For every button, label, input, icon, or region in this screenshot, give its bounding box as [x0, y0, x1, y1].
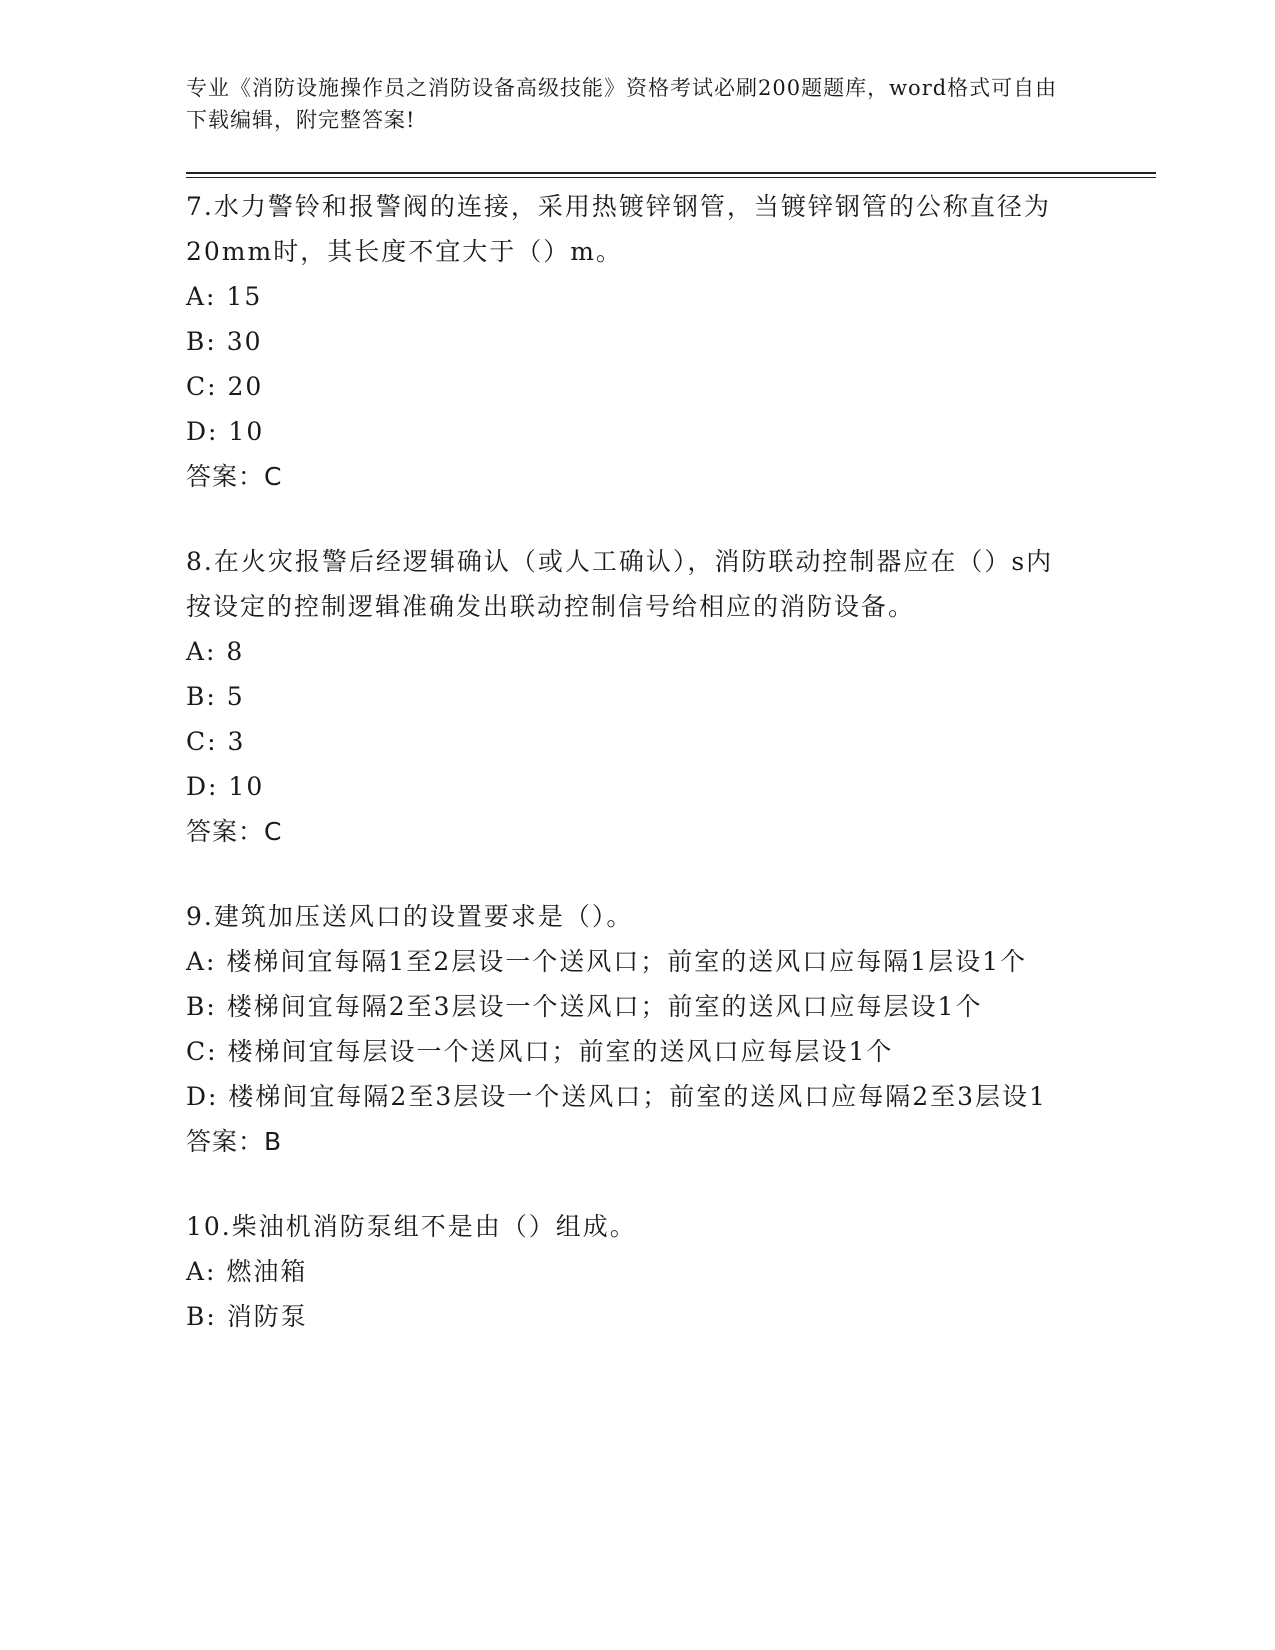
question-text: 7.水力警铃和报警阀的连接，采用热镀锌钢管，当镀锌钢管的公称直径为20mm时，其长度不宜大于（）m。	[186, 192, 1051, 266]
option-b: B: 楼梯间宜每隔2至3层设一个送风口；前室的送风口应每层设1个	[186, 992, 983, 1021]
question-7	[186, 184, 1076, 499]
header-divider	[186, 172, 1156, 178]
question-10	[186, 1204, 1076, 1339]
option-a: A: 燃油箱	[186, 1257, 308, 1286]
option-d: D: 10	[186, 417, 265, 446]
document-header: 专业《消防设施操作员之消防设备高级技能》资格考试必刷200题题库，word格式可自由下载编辑，附完整答案!	[186, 76, 1058, 132]
option-b: B: 5	[186, 682, 245, 711]
option-c: C: 3	[186, 727, 246, 756]
document-page	[186, 72, 1156, 1379]
option-c: C: 20	[186, 372, 264, 401]
option-b: B: 30	[186, 327, 263, 356]
answer: 答案：C	[186, 462, 283, 491]
question-9	[186, 894, 1076, 1164]
option-a: A: 15	[186, 282, 263, 311]
answer: 答案：C	[186, 817, 283, 846]
option-a: A: 楼梯间宜每隔1至2层设一个送风口；前室的送风口应每隔1层设1个	[186, 947, 1028, 976]
question-8	[186, 539, 1076, 854]
question-list	[186, 184, 1076, 1339]
option-a: A: 8	[186, 637, 245, 666]
option-d: D: 10	[186, 772, 265, 801]
option-c: C: 楼梯间宜每层设一个送风口；前室的送风口应每层设1个	[186, 1037, 894, 1066]
option-d: D: 楼梯间宜每隔2至3层设一个送风口；前室的送风口应每隔2至3层设1	[186, 1082, 1047, 1111]
question-text: 9.建筑加压送风口的设置要求是（）。	[186, 902, 634, 931]
answer: 答案：B	[186, 1127, 283, 1156]
option-b: B: 消防泵	[186, 1302, 308, 1331]
question-text: 10.柴油机消防泵组不是由（）组成。	[186, 1212, 637, 1241]
question-text: 8.在火灾报警后经逻辑确认（或人工确认），消防联动控制器应在（）s内按设定的控制逻辑准确发出联动控制信号给相应的消防设备。	[186, 547, 1054, 621]
